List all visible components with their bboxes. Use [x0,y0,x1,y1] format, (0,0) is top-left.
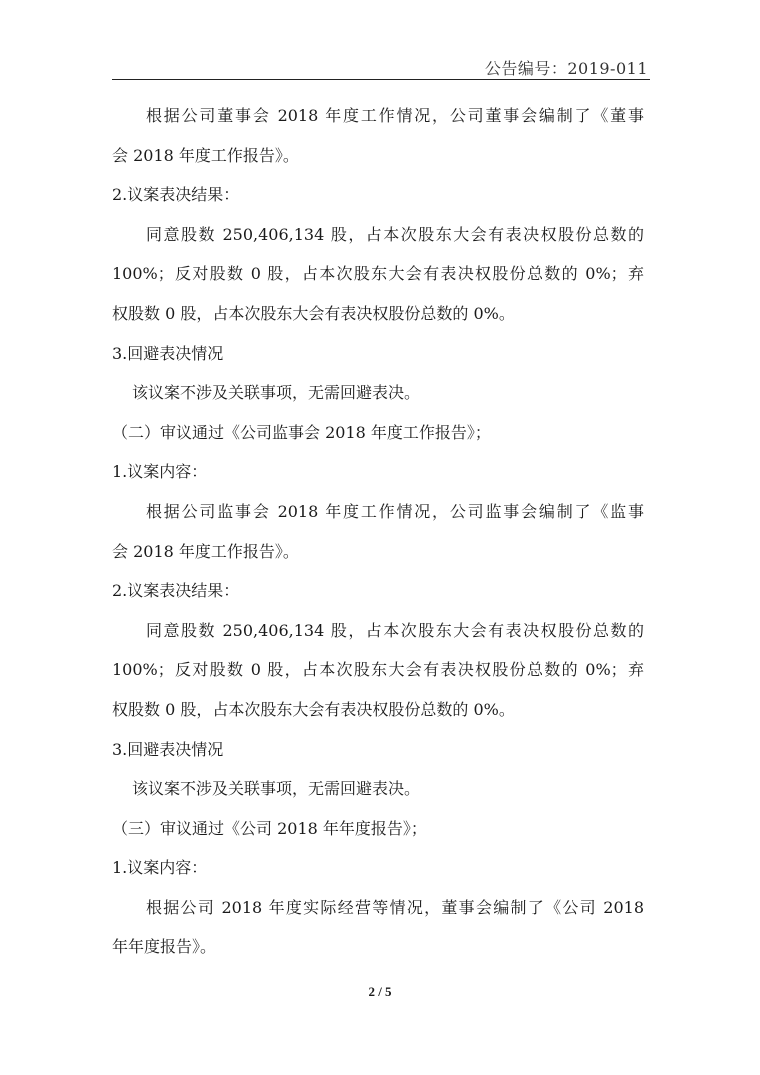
section-heading: 2.议案表决结果： [112,581,240,601]
section-heading: 1.议案内容： [112,462,208,482]
body-line: 权股数 0 股，占本次股东大会有表决权股份总数的 0%。 [112,303,515,323]
body-line: 权股数 0 股，占本次股东大会有表决权股份总数的 0%。 [112,699,515,719]
body-line: 会 2018 年度工作报告》。 [112,541,299,561]
body-line: 同意股数 250,406,134 股，占本次股东大会有表决权股份总数的 [146,620,644,640]
body-line: 该议案不涉及关联事项，无需回避表决。 [132,383,421,403]
section-heading: 3.回避表决情况 [112,739,224,759]
item-heading: （三）审议通过《公司 2018 年年度报告》； [112,818,427,838]
body-line: 同意股数 250,406,134 股，占本次股东大会有表决权股份总数的 [146,224,644,244]
body-line: 根据公司董事会 2018 年度工作情况，公司董事会编制了《董事 [146,106,644,125]
body-line: 100%；反对股数 0 股，占本次股东大会有表决权股份总数的 0%；弃 [112,660,644,680]
announcement-number: 公告编号：2019-011 [484,59,648,78]
header-divider [112,79,650,80]
body-line: 年年度报告》。 [112,937,217,957]
document-body [112,96,644,967]
body-line: 100%；反对股数 0 股，占本次股东大会有表决权股份总数的 0%；弃 [112,264,644,284]
item-heading: （二）审议通过《公司监事会 2018 年度工作报告》； [112,422,491,442]
body-line: 该议案不涉及关联事项，无需回避表决。 [132,779,421,799]
body-line: 会 2018 年度工作报告》。 [112,145,299,165]
body-line: 根据公司 2018 年度实际经营等情况，董事会编制了《公司 2018 [146,897,644,917]
page-number: 2 / 5 [368,984,392,999]
section-heading: 1.议案内容： [112,858,208,878]
body-line: 根据公司监事会 2018 年度工作情况，公司监事会编制了《监事 [146,501,644,521]
section-heading: 2.议案表决结果： [112,185,240,205]
section-heading: 3.回避表决情况 [112,343,224,363]
